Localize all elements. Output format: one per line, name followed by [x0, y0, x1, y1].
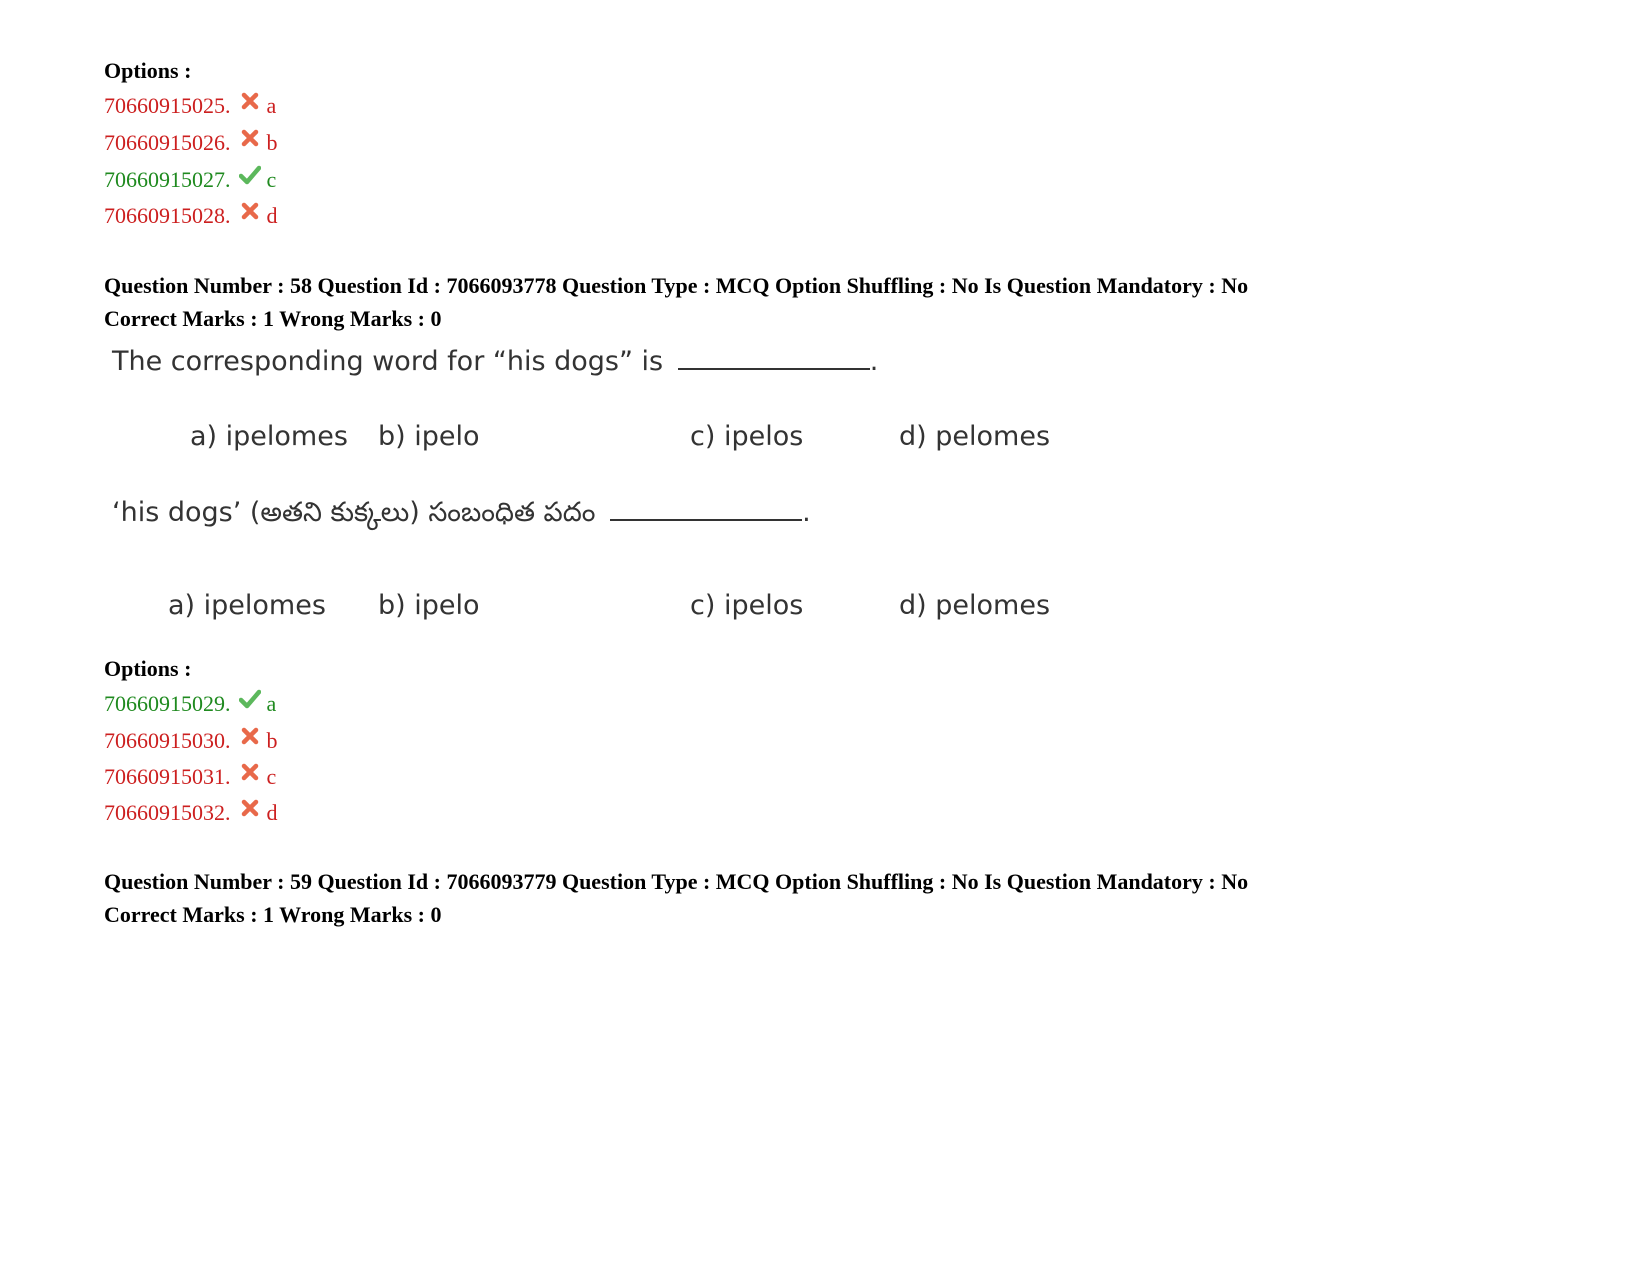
option-row — [104, 203, 278, 229]
question-header: Question Number : 59 Question Id : 7066093779 Question Type : MCQ Option Shuffling : No Is Question Mandatory : No — [104, 869, 1249, 894]
check-icon — [239, 164, 261, 186]
choice-d-telugu: d) pelomes — [899, 590, 1051, 621]
prompt-text: The corresponding word for “his dogs” is — [112, 346, 664, 377]
options-label: Options : — [104, 58, 192, 83]
option-row — [104, 728, 278, 754]
option-id: 70660915028. — [104, 203, 231, 228]
option-letter: d — [266, 203, 278, 228]
cross-icon — [239, 200, 261, 222]
option-id: 70660915030. — [104, 728, 231, 753]
prompt-period: . — [869, 346, 879, 377]
option-row — [104, 764, 276, 790]
option-letter: b — [266, 130, 278, 155]
option-letter: c — [266, 764, 277, 789]
answer-blank — [610, 517, 802, 521]
choice-a-english: a) ipelomes — [190, 421, 348, 452]
option-id: 70660915025. — [104, 93, 231, 118]
marks-line: Correct Marks : 1 Wrong Marks : 0 — [104, 306, 442, 331]
option-row — [104, 93, 276, 119]
option-row — [104, 691, 276, 717]
option-letter: a — [266, 691, 277, 716]
cross-icon — [239, 761, 261, 783]
prompt-period: . — [802, 497, 811, 528]
cross-icon — [239, 725, 261, 747]
options-label: Options : — [104, 656, 192, 681]
option-id: 70660915031. — [104, 764, 231, 789]
option-letter: d — [266, 800, 278, 825]
option-id: 70660915029. — [104, 691, 231, 716]
question-prompt-english — [112, 346, 878, 377]
choice-a-telugu: a) ipelomes — [168, 590, 326, 621]
choice-c-telugu: c) ipelos — [690, 590, 804, 621]
option-id: 70660915027. — [104, 167, 231, 192]
option-row — [104, 167, 276, 193]
choice-d-english: d) pelomes — [899, 421, 1051, 452]
option-row — [104, 800, 278, 826]
cross-icon — [239, 127, 261, 149]
marks-line: Correct Marks : 1 Wrong Marks : 0 — [104, 902, 442, 927]
prompt-text: ‘his dogs’ (అతని కుక్కలు) సంబంధిత పదం — [112, 497, 596, 528]
choice-b-telugu: b) ipelo — [378, 590, 480, 621]
check-icon — [239, 688, 261, 710]
cross-icon — [239, 797, 261, 819]
cross-icon — [239, 90, 261, 112]
option-row — [104, 130, 278, 156]
option-id: 70660915026. — [104, 130, 231, 155]
question-prompt-telugu — [112, 497, 811, 535]
option-id: 70660915032. — [104, 800, 231, 825]
choice-b-english: b) ipelo — [378, 421, 480, 452]
choice-c-english: c) ipelos — [690, 421, 804, 452]
option-letter: b — [266, 728, 278, 753]
option-letter: c — [266, 167, 277, 192]
answer-blank — [678, 366, 870, 370]
question-header: Question Number : 58 Question Id : 7066093778 Question Type : MCQ Option Shuffling : No Is Question Mandatory : No — [104, 273, 1249, 298]
option-letter: a — [266, 93, 277, 118]
